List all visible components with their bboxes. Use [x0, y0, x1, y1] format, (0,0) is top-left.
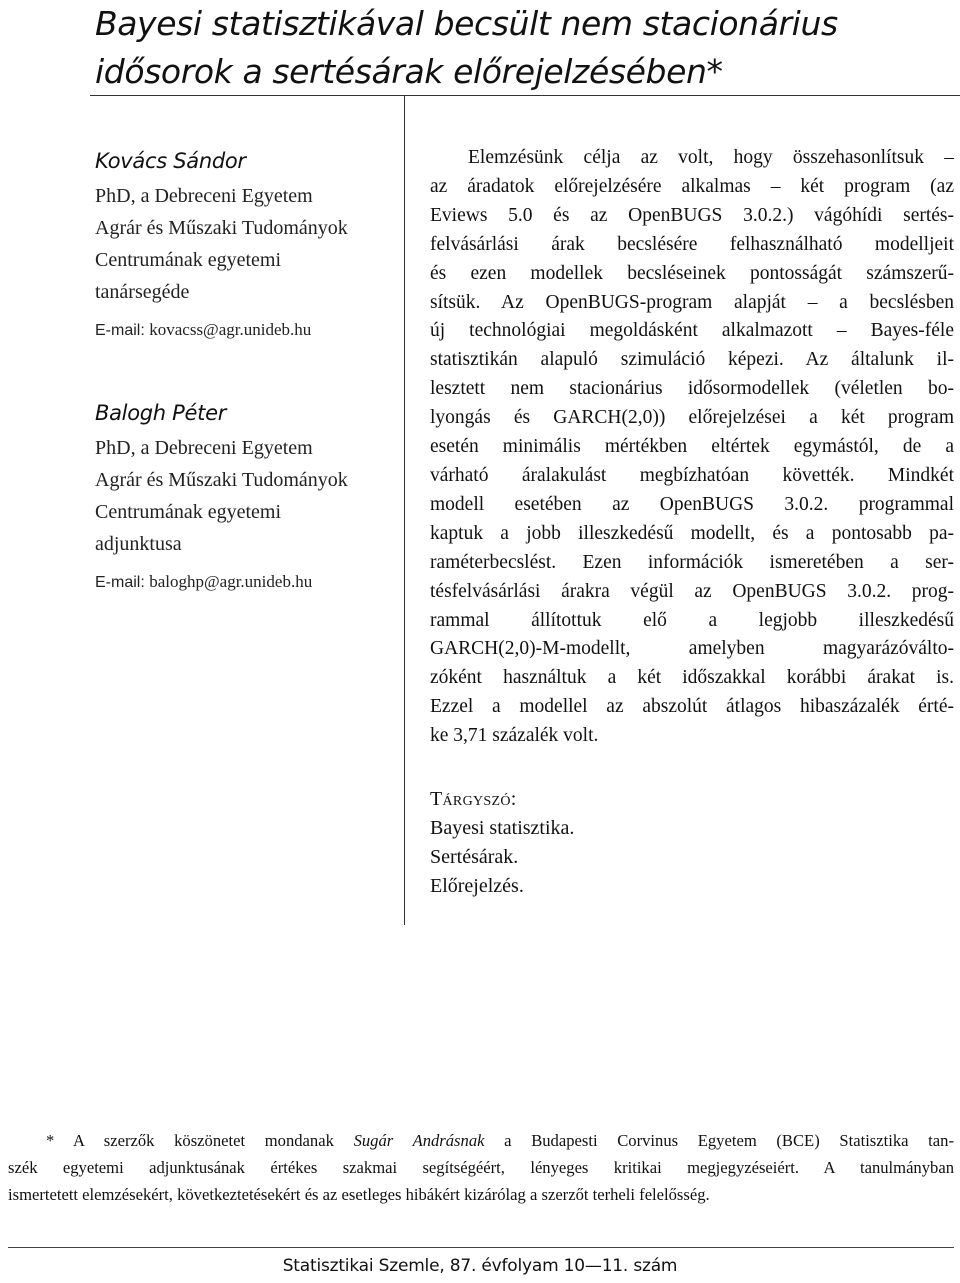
email-address[interactable]: kovacss@agr.unideb.hu	[149, 320, 312, 339]
keywords-heading: Tárgyszó:	[430, 788, 517, 810]
footnote-line: szék egyetemi adjunktusának értékes szakmai segítségéért, lényeges kritikai megjegyzéseiért. A tanulmányban	[8, 1158, 954, 1177]
affiliation-line: Agrár és Műszaki Tudományok	[95, 469, 348, 491]
abstract-line: tésfelvásárlási árakra végül az OpenBUGS 3.0.2. prog-	[430, 580, 954, 602]
footnote-text: * A szerzők köszönetet mondanak	[46, 1131, 354, 1150]
author-email	[95, 318, 395, 343]
abstract-line: Ezzel a modellel az abszolút átlagos hibaszázalék érté-	[430, 696, 954, 718]
footnote-line	[8, 1127, 954, 1154]
affiliation-line: Centrumának egyetemi	[95, 249, 282, 271]
abstract-line: ke 3,71 százalék volt.	[430, 725, 599, 747]
abstract	[430, 144, 954, 751]
abstract-line: statisztikán alapuló szimuláció képezi. Az általunk il-	[430, 349, 954, 371]
keyword-item: Előrejelzés.	[430, 875, 524, 897]
affiliation-line: adjunktusa	[95, 533, 182, 555]
abstract-line: lyongás és GARCH(2,0)) előrejelzései a két program	[430, 407, 954, 429]
author-block-2	[95, 398, 395, 595]
affiliation-line: PhD, a Debreceni Egyetem	[95, 437, 313, 459]
footnote-line: ismertetett elemzésekért, következtetésekért és az esetleges hibákért kizárólag a szerzőt terheli felelősség.	[8, 1185, 710, 1204]
author-email	[95, 570, 395, 595]
footnote	[8, 1127, 954, 1208]
abstract-line: Elemzésünk célja az volt, hogy összehasonlítsuk –	[468, 147, 954, 168]
abstract-line: Eviews 5.0 és az OpenBUGS 3.0.2.) vágóhídi sertés-	[430, 204, 954, 226]
footnote-name: Sugár Andrásnak	[353, 1131, 485, 1150]
abstract-line: raméterbecslést. Ezen információk ismeretében a ser-	[430, 551, 954, 573]
keyword-item: Bayesi statisztika.	[430, 817, 575, 839]
keywords-block	[430, 785, 574, 901]
abstract-line: felvásárlási árak becslésére felhasználható modelljeit	[430, 233, 954, 255]
abstract-line: sítsük. Az OpenBUGS-program alapját – a becslésben	[430, 291, 954, 313]
abstract-line: GARCH(2,0)-M-modellt, amelyben magyarázóválto-	[430, 638, 954, 660]
author-name: Balogh Péter	[95, 401, 227, 425]
abstract-line: és ezen modellek becsléseinek pontosságát számszerű-	[430, 262, 954, 284]
footnote-text: a Budapesti Corvinus Egyetem (BCE) Statisztika tan-	[484, 1131, 954, 1150]
affiliation-line: PhD, a Debreceni Egyetem	[95, 185, 313, 207]
email-label: E-mail:	[95, 574, 145, 591]
affiliation-line: tanársegéde	[95, 281, 190, 303]
email-address[interactable]: baloghp@agr.unideb.hu	[149, 572, 313, 591]
abstract-line: az áradatok előrejelzésére alkalmas – két program (az	[430, 175, 954, 197]
affiliation-line: Centrumának egyetemi	[95, 501, 282, 523]
affiliation-line: Agrár és Műszaki Tudományok	[95, 217, 348, 239]
abstract-line: esetén minimális mértékben eltértek egymástól, de a	[430, 436, 954, 458]
author-block-1	[95, 146, 395, 343]
abstract-line: rammal állítottuk elő a legjobb illeszkedésű	[430, 609, 954, 631]
author-name: Kovács Sándor	[95, 149, 246, 173]
abstract-line: zóként használtuk a két időszakkal korábbi árakat is.	[430, 667, 954, 689]
journal-footer: Statisztikai Szemle, 87. évfolyam 10—11. szám	[282, 1256, 678, 1276]
abstract-line: új technológiai megoldásként alkalmazott – Bayes-féle	[430, 320, 954, 342]
abstract-line: lesztett nem stacionárius idősormodellek (véletlen bo-	[430, 378, 954, 400]
email-label: E-mail:	[95, 322, 145, 339]
title-line-2: idősorok a sertésárak előrejelzésében*	[95, 52, 723, 91]
title-divider	[90, 95, 960, 96]
title-line-1: Bayesi statisztikával becsült nem stacionárius	[95, 4, 838, 43]
abstract-line: modell esetében az OpenBUGS 3.0.2. programmal	[430, 493, 954, 515]
keyword-item: Sertésárak.	[430, 846, 519, 868]
abstract-line: kaptuk a jobb illeszkedésű modellt, és a pontosabb pa-	[430, 522, 954, 544]
article-title	[95, 0, 925, 96]
abstract-line: várható áralakulást megbízhatóan követték. Mindkét	[430, 464, 954, 486]
column-divider	[404, 95, 405, 925]
footer-divider	[8, 1247, 954, 1248]
